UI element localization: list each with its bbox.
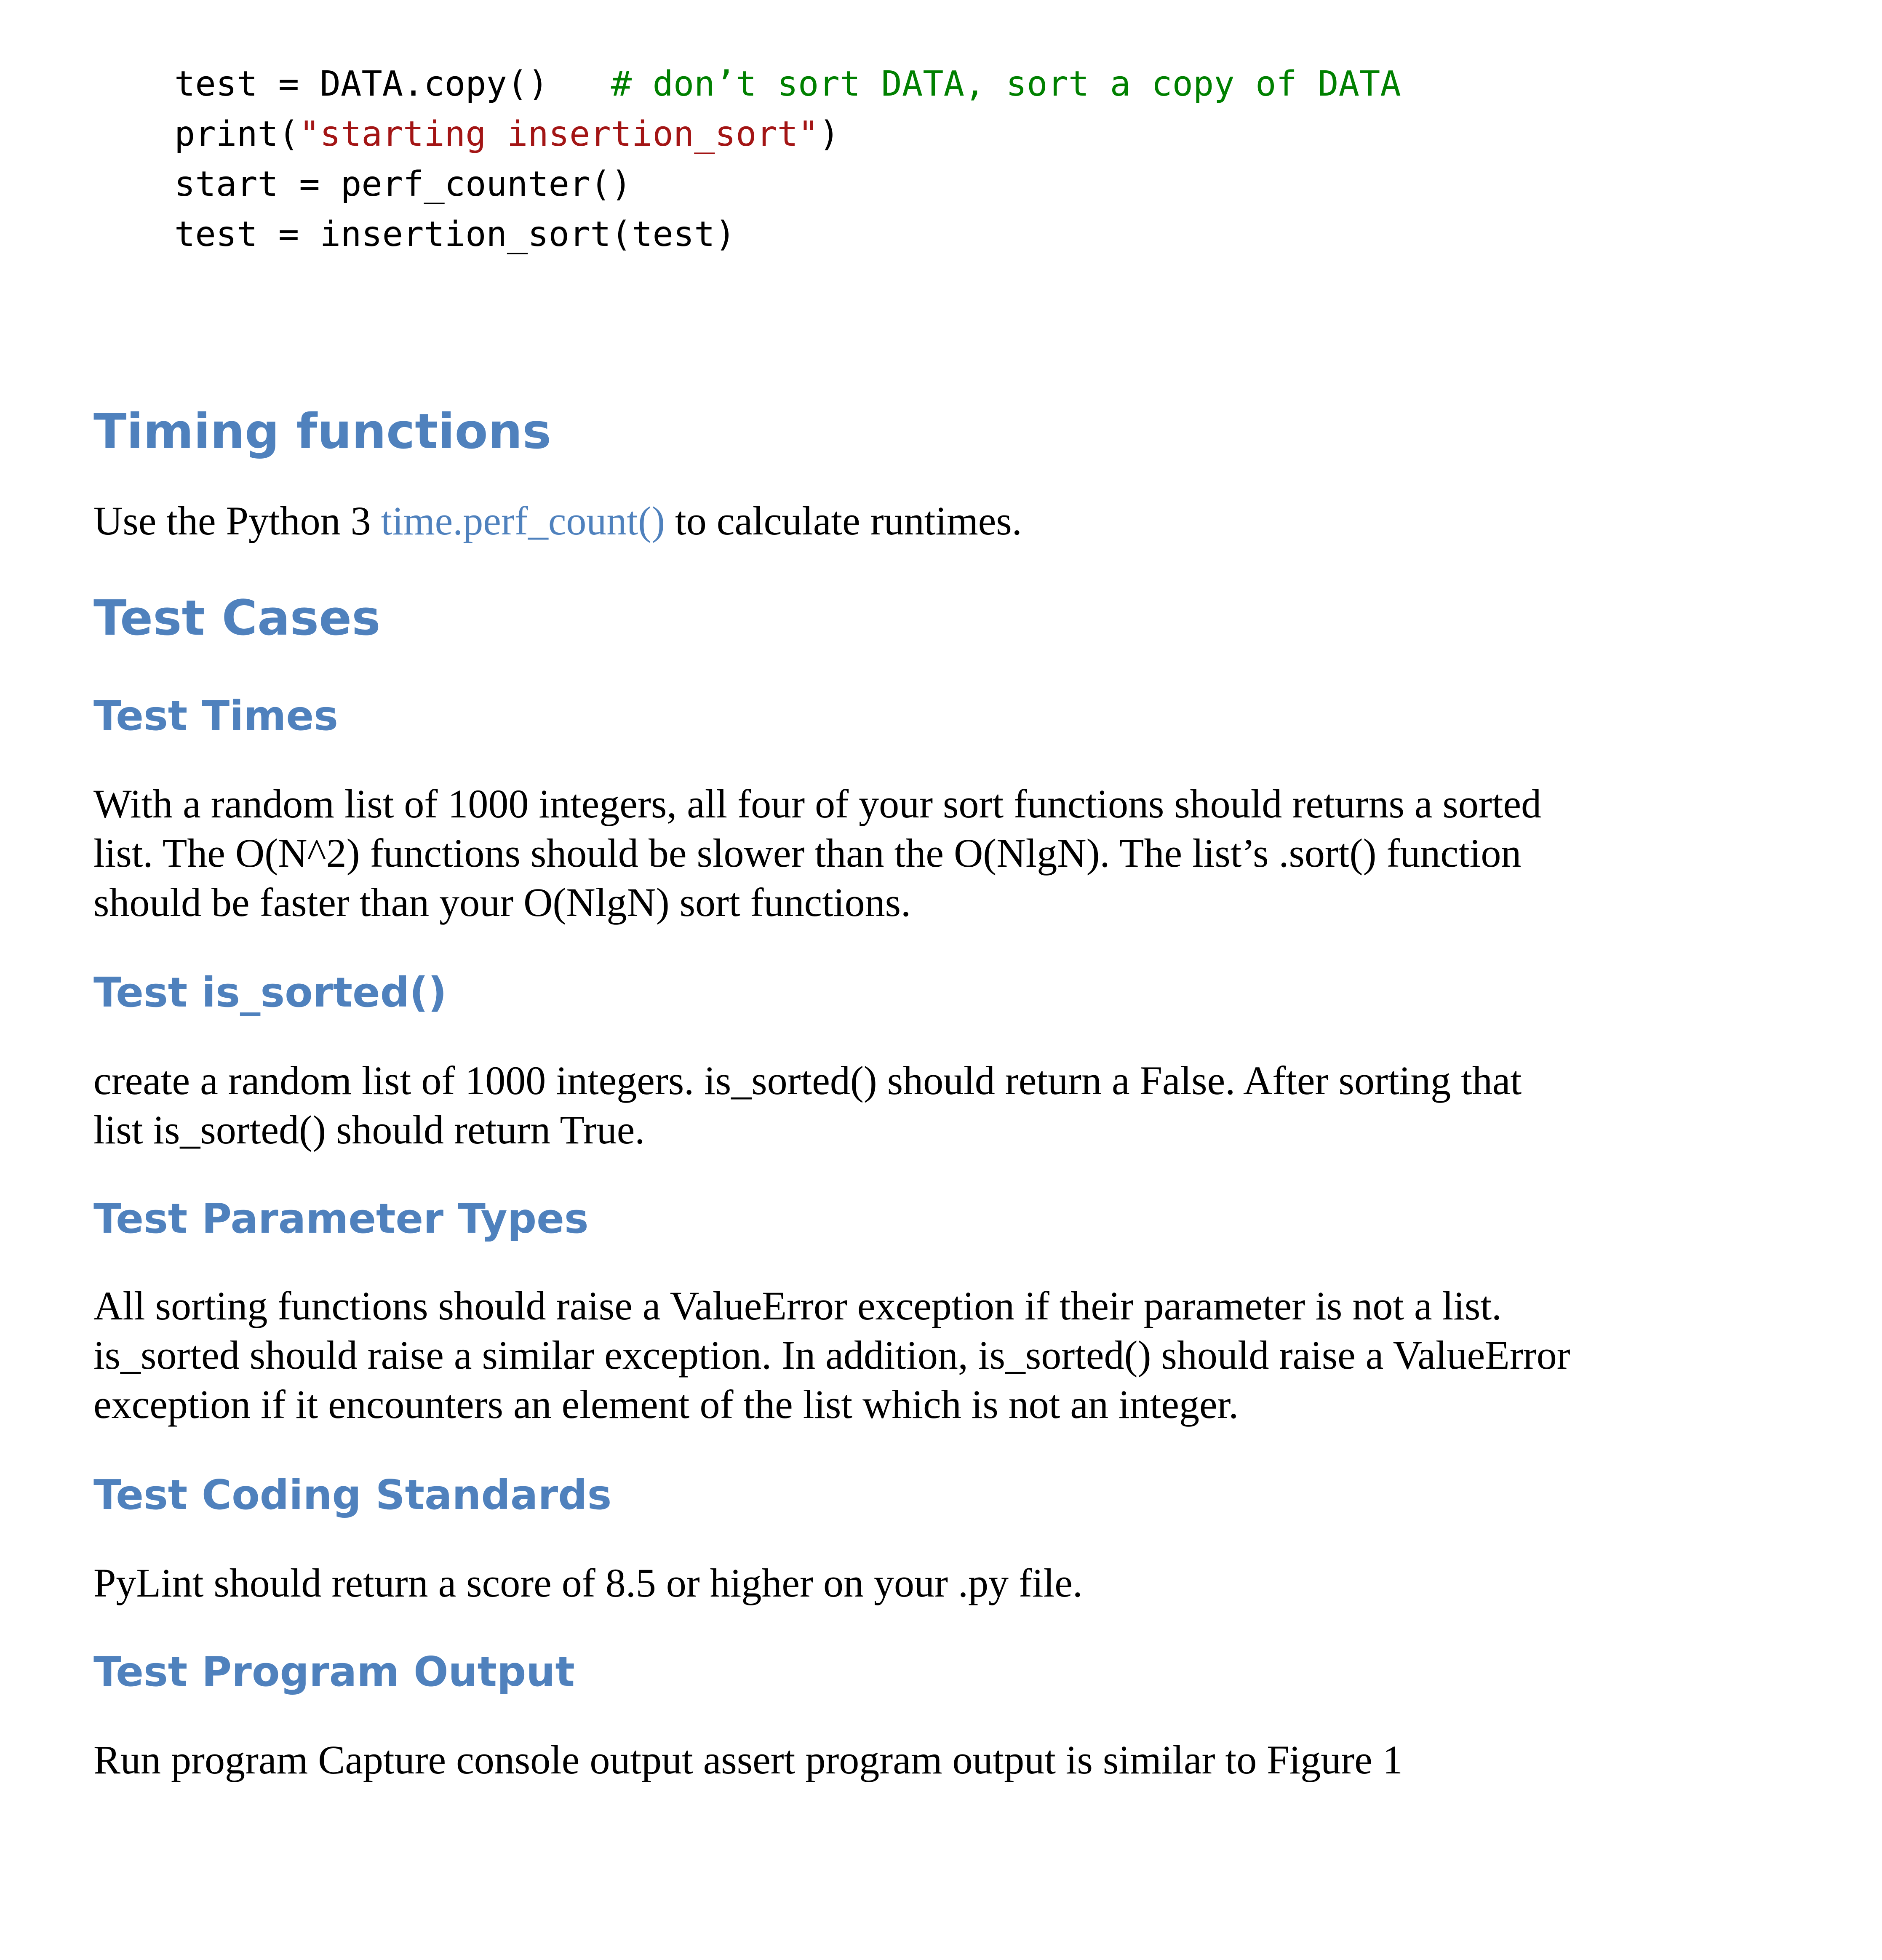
code-string: "starting insertion_sort" (299, 114, 819, 154)
test-is-sorted-line-1: create a random list of 1000 integers. is_sorted() should return a False. After sorting that (93, 1058, 1522, 1103)
heading-test-is-sorted: Test is_sorted() (93, 969, 447, 1016)
heading-timing-functions: Timing functions (93, 403, 551, 460)
heading-test-cases: Test Cases (93, 590, 381, 646)
heading-test-program-output: Test Program Output (93, 1648, 575, 1696)
code-text: ) (819, 114, 840, 154)
code-line-2 (174, 113, 840, 155)
perf-count-link[interactable]: time.perf_count() (381, 498, 665, 543)
test-program-output-text: Run program Capture console output assert program output is similar to Figure 1 (93, 1737, 1403, 1782)
timing-text-after: to calculate runtimes. (665, 498, 1022, 543)
code-line-4: test = insertion_sort(test) (174, 214, 736, 254)
heading-test-times: Test Times (93, 692, 338, 740)
heading-test-coding-standards: Test Coding Standards (93, 1471, 612, 1519)
heading-test-parameter-types: Test Parameter Types (93, 1195, 589, 1242)
code-text: print( (174, 114, 299, 154)
test-times-line-1: With a random list of 1000 integers, all four of your sort functions should returns a sorted (93, 781, 1542, 826)
test-times-line-2: list. The O(N^2) functions should be slower than the O(NlgN). The list’s .sort() function (93, 830, 1522, 876)
test-param-types-line-1: All sorting functions should raise a ValueError exception if their parameter is not a list. (93, 1283, 1502, 1328)
code-line-1 (174, 63, 1401, 105)
test-param-types-line-2: is_sorted should raise a similar exception. In addition, is_sorted() should raise a ValueError (93, 1332, 1570, 1378)
code-comment: # don’t sort DATA, sort a copy of DATA (611, 64, 1401, 104)
test-times-line-3: should be faster than your O(NlgN) sort functions. (93, 880, 911, 925)
test-coding-standards-text: PyLint should return a score of 8.5 or higher on your .py file. (93, 1560, 1083, 1605)
test-param-types-line-3: exception if it encounters an element of the list which is not an integer. (93, 1382, 1239, 1427)
timing-paragraph (93, 496, 1791, 545)
code-text: test = DATA.copy() (174, 64, 611, 104)
code-line-3: start = perf_counter() (174, 164, 632, 204)
test-is-sorted-line-2: list is_sorted() should return True. (93, 1107, 645, 1152)
timing-text-before: Use the Python 3 (93, 498, 381, 543)
